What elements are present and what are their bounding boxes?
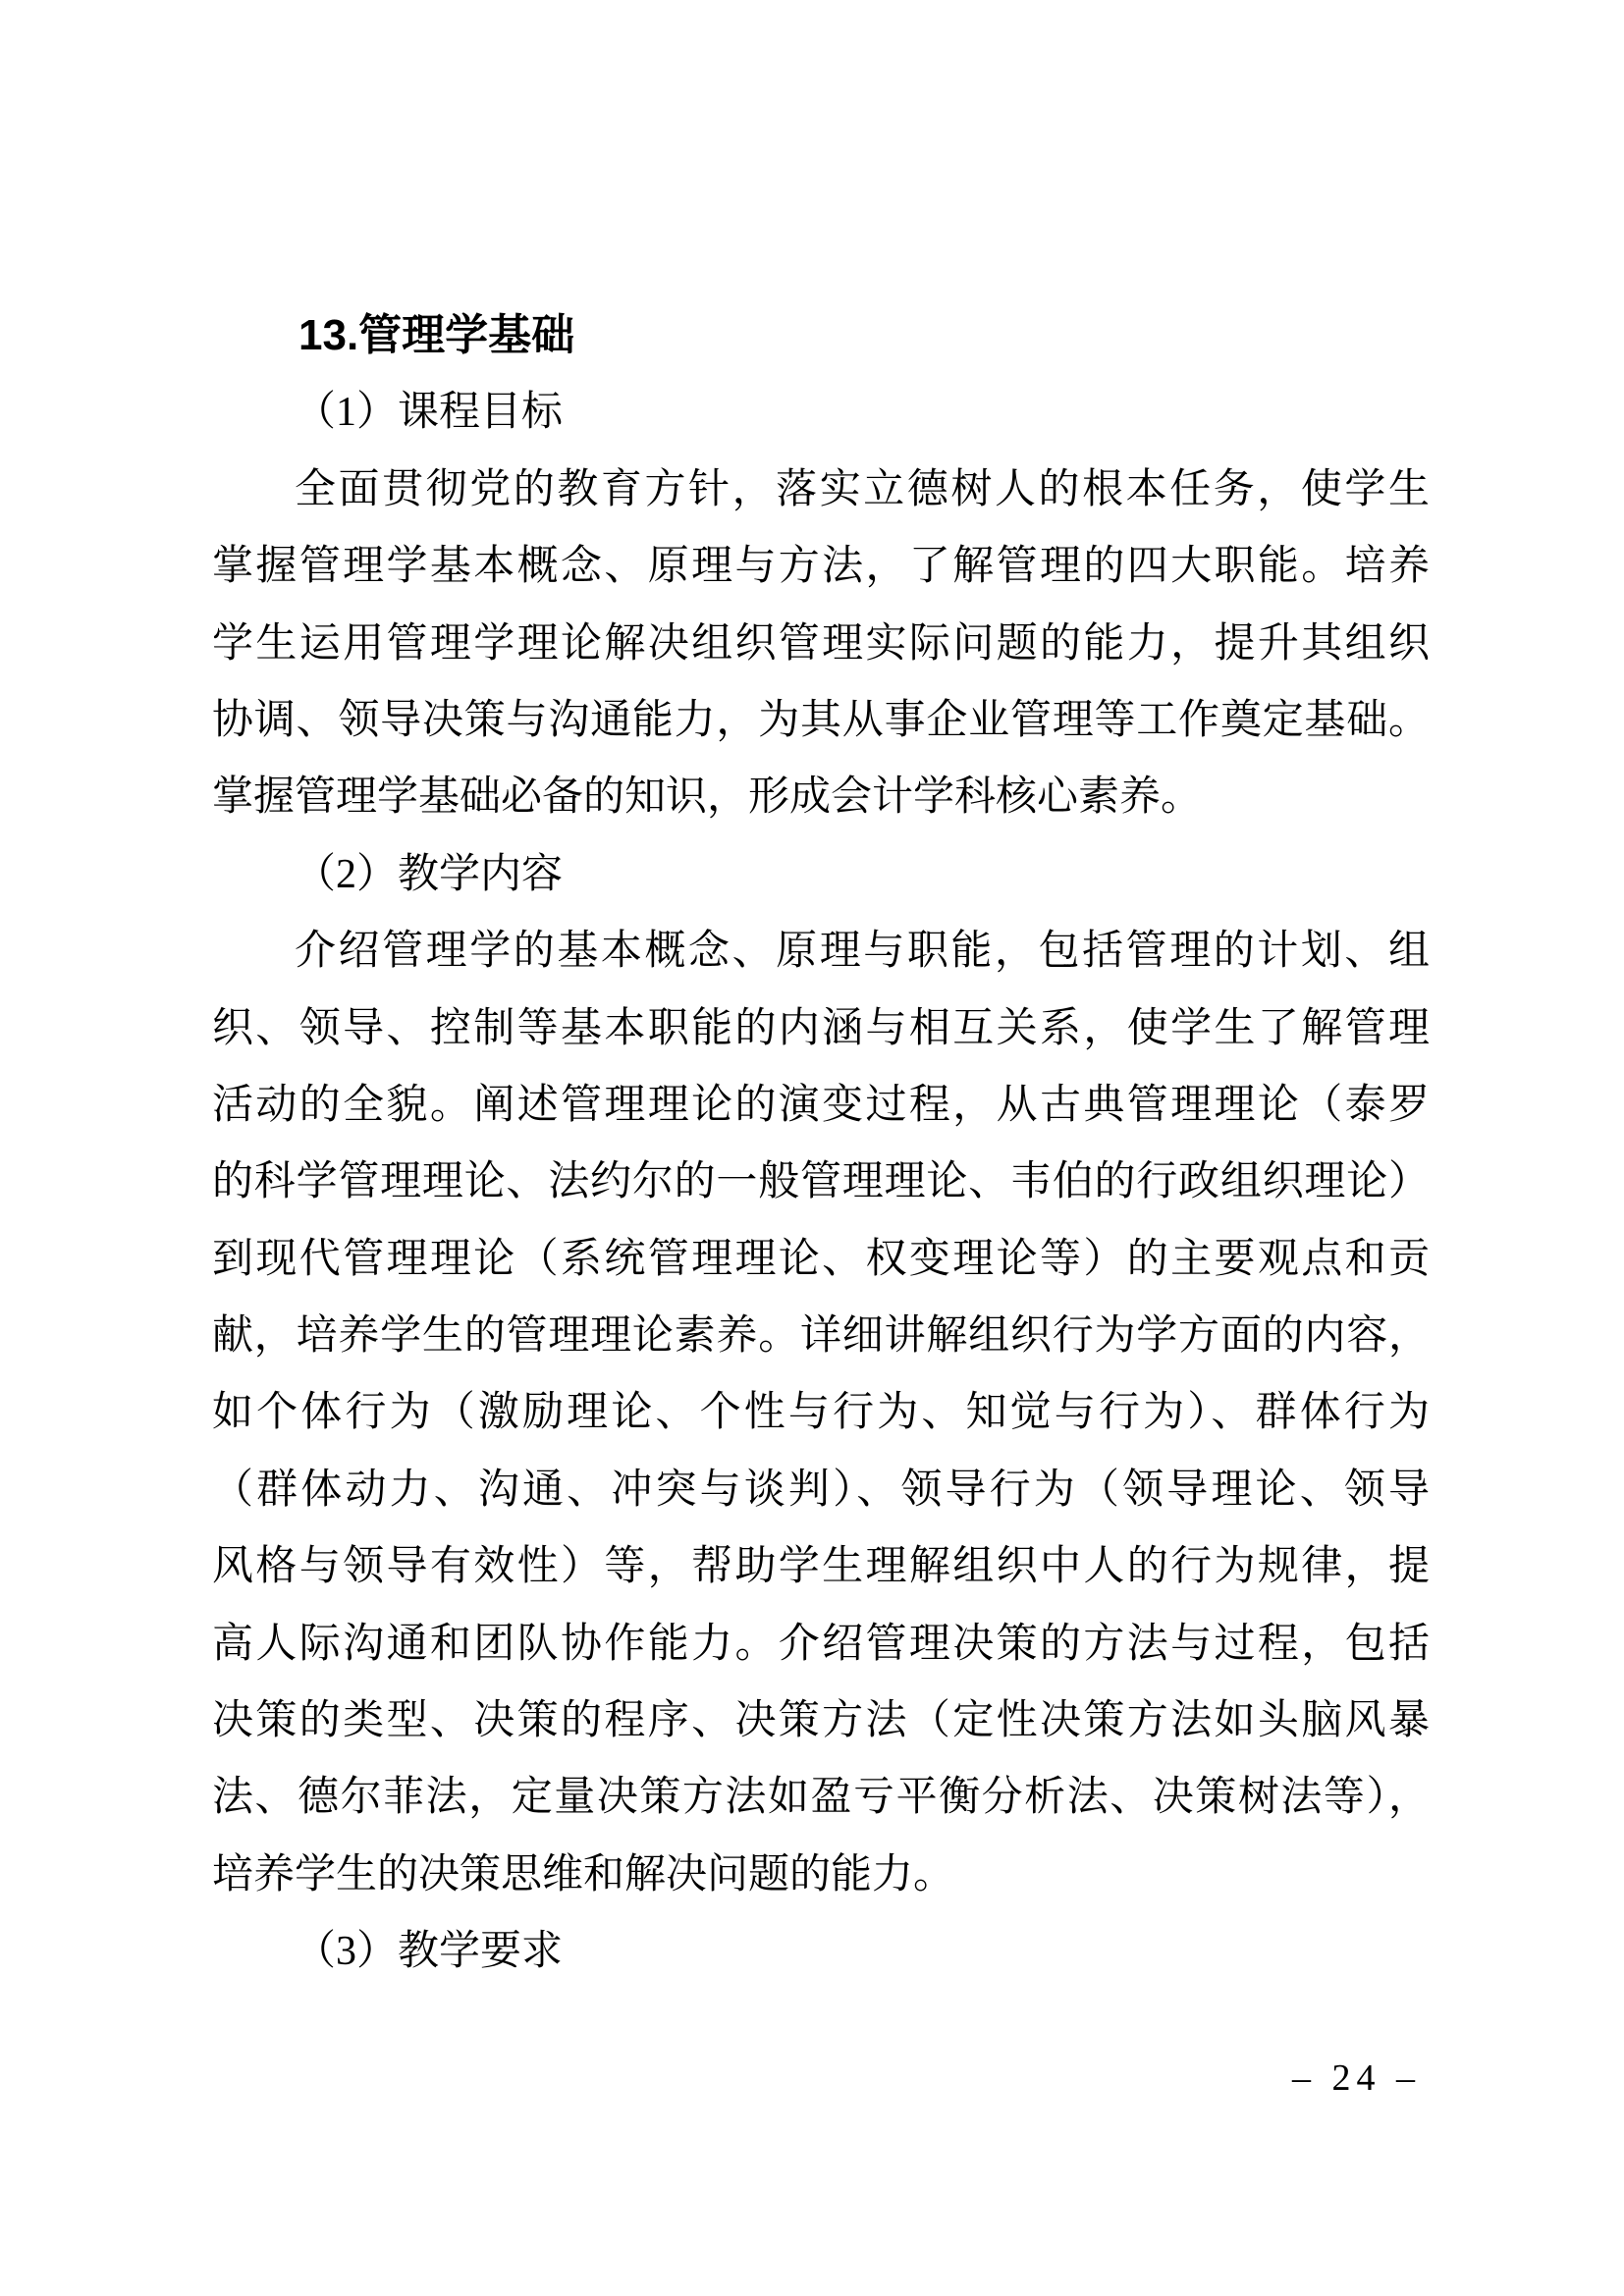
body-line: 培养学生的决策思维和解决问题的能力。 <box>212 1851 955 1897</box>
body-line: 风格与领导有效性）等，帮助学生理解组织中人的行为规律，提 <box>212 1544 1430 1590</box>
body-line: 到现代管理理论（系统管理理论、权变理论等）的主要观点和贡 <box>212 1236 1430 1282</box>
body-line: 高人际沟通和团队协作能力。介绍管理决策的方法与过程，包括 <box>212 1621 1430 1667</box>
section-heading: 13.管理学基础 <box>298 311 575 359</box>
body-line: 决策的类型、决策的程序、决策方法（定性决策方法如头脑风暴 <box>212 1698 1430 1744</box>
body-line: 法、德尔菲法，定量决策方法如盈亏平衡分析法、决策树法等）， <box>212 1775 1430 1821</box>
body-line: 学生运用管理学理论解决组织管理实际问题的能力，提升其组织 <box>212 620 1430 667</box>
body-line: 献，培养学生的管理理论素养。详细讲解组织行为学方面的内容， <box>212 1313 1430 1360</box>
body-line: （群体动力、沟通、冲突与谈判）、领导行为（领导理论、领导 <box>212 1467 1430 1513</box>
page-number: – 24 – <box>1292 2057 1421 2099</box>
body-line: 介绍管理学的基本概念、原理与职能，包括管理的计划、组 <box>295 929 1430 975</box>
subheading-teaching-content: （2）教学内容 <box>295 851 564 897</box>
body-line: 全面贯彻党的教育方针，落实立德树人的根本任务，使学生 <box>295 466 1430 512</box>
body-line: 的科学管理理论、法约尔的一般管理理论、韦伯的行政组织理论） <box>212 1159 1430 1205</box>
body-line: 活动的全貌。阐述管理理论的演变过程，从古典管理理论（泰罗 <box>212 1082 1430 1128</box>
subheading-teaching-requirements: （3）教学要求 <box>295 1929 564 1975</box>
body-line: 掌握管理学基础必备的知识，形成会计学科核心素养。 <box>212 774 1203 821</box>
body-line: 协调、领导决策与沟通能力，为其从事企业管理等工作奠定基础。 <box>212 697 1430 743</box>
body-line: 织、领导、控制等基本职能的内涵与相互关系，使学生了解管理 <box>212 1005 1430 1051</box>
body-line: 如个体行为（激励理论、个性与行为、知觉与行为）、群体行为 <box>212 1390 1430 1436</box>
subheading-course-objectives: （1）课程目标 <box>295 390 564 436</box>
document-body <box>212 297 1430 1991</box>
body-line: 掌握管理学基本概念、原理与方法，了解管理的四大职能。培养 <box>212 544 1430 590</box>
